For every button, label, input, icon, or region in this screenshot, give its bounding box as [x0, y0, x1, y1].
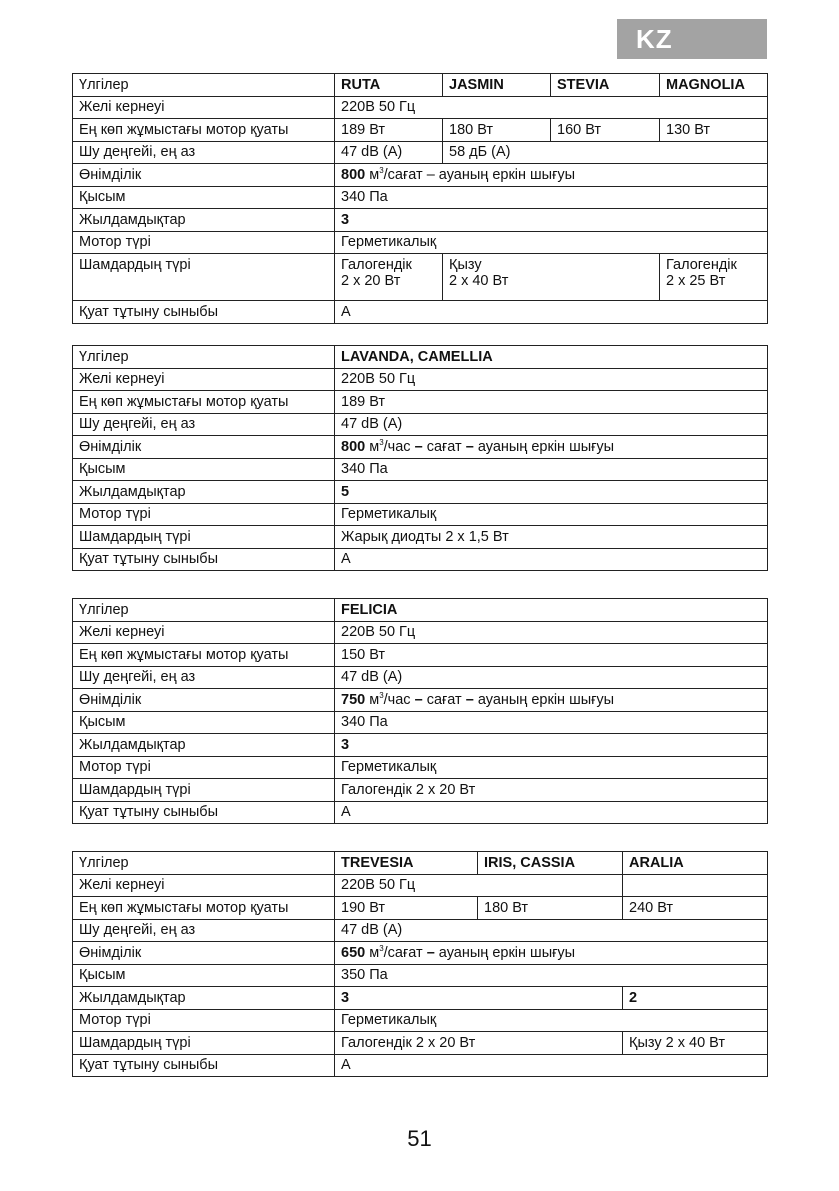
- motor-type-value: Герметикалық: [335, 756, 768, 779]
- performance-unit: м: [369, 944, 380, 961]
- row-label-performance: Өнімділік: [73, 942, 335, 965]
- energy-class-value: A: [335, 548, 768, 571]
- row-label-noise: Шу деңгейі, ең аз: [73, 666, 335, 689]
- row-label-motor-type: Мотор түрі: [73, 1009, 335, 1032]
- lamp-value: Галогендік 2 х 20 Вт: [335, 779, 768, 802]
- lamp-rating: 2 х 20 Вт: [341, 273, 401, 289]
- table-row: [73, 481, 768, 504]
- row-label-models: Үлгілер: [73, 74, 335, 97]
- performance-dash: –: [414, 691, 423, 708]
- row-label-energy-class: Қуат тұтыну сыныбы: [73, 548, 335, 571]
- performance-value: [335, 436, 768, 459]
- lamp-rating: 2 х 40 Вт: [449, 273, 509, 289]
- table-row: [73, 141, 768, 164]
- performance-value: [335, 689, 768, 712]
- performance-rate: /час: [383, 691, 415, 708]
- table-row: [73, 186, 768, 209]
- speeds-value: 3: [335, 734, 768, 757]
- lamp-kind: Галогендік: [666, 257, 737, 273]
- performance-unit-exponent: 3: [379, 943, 384, 953]
- power-value: 180 Вт: [478, 897, 623, 920]
- table-row: [73, 852, 768, 875]
- table-row: [73, 711, 768, 734]
- performance-unit-exponent: 3: [379, 437, 384, 447]
- energy-class-value: A: [335, 1054, 768, 1077]
- table-row: [73, 209, 768, 232]
- speeds-value: 2: [623, 987, 768, 1010]
- row-label-voltage: Желі кернеуі: [73, 368, 335, 391]
- table-row: [73, 666, 768, 689]
- lamp-kind: Галогендік: [341, 257, 412, 273]
- performance-unit: м: [369, 438, 380, 455]
- row-label-speeds: Жылдамдықтар: [73, 209, 335, 232]
- motor-type-value: Герметикалық: [335, 1009, 768, 1032]
- empty-cell: [623, 874, 768, 897]
- performance-number: 800: [341, 166, 366, 183]
- energy-class-value: A: [335, 301, 768, 324]
- pressure-value: 350 Па: [335, 964, 768, 987]
- table-row: [73, 254, 768, 301]
- row-label-speeds: Жылдамдықтар: [73, 734, 335, 757]
- motor-type-value: Герметикалық: [335, 231, 768, 254]
- table-row: [73, 621, 768, 644]
- row-label-performance: Өнімділік: [73, 436, 335, 459]
- noise-value: 47 dB (A): [335, 413, 768, 436]
- row-label-noise: Шу деңгейі, ең аз: [73, 919, 335, 942]
- performance-number: 750: [341, 691, 366, 708]
- table-row: [73, 1054, 768, 1077]
- lamp-value: [443, 254, 660, 301]
- pressure-value: 340 Па: [335, 186, 768, 209]
- speeds-value: 5: [335, 481, 768, 504]
- performance-description: ауаның еркін шығуы: [473, 691, 615, 708]
- table-row: [73, 368, 768, 391]
- lamp-value: Галогендік 2 х 20 Вт: [335, 1032, 623, 1055]
- spec-table-lavanda-camellia: [72, 345, 768, 571]
- performance-description: ауаның еркін шығуы: [473, 438, 615, 455]
- power-value: 130 Вт: [660, 119, 768, 142]
- table-row: [73, 599, 768, 622]
- row-label-performance: Өнімділік: [73, 164, 335, 187]
- motor-type-value: Герметикалық: [335, 503, 768, 526]
- performance-rate: /час: [383, 438, 415, 455]
- lamp-value: Жарық диодты 2 х 1,5 Вт: [335, 526, 768, 549]
- performance-dash: –: [465, 438, 474, 455]
- table-row: [73, 964, 768, 987]
- performance-rate: сағат: [422, 438, 466, 455]
- row-label-models: Үлгілер: [73, 599, 335, 622]
- table-row: [73, 644, 768, 667]
- performance-number: 800: [341, 438, 366, 455]
- table-row: [73, 119, 768, 142]
- row-label-pressure: Қысым: [73, 964, 335, 987]
- table-row: [73, 919, 768, 942]
- power-value: 240 Вт: [623, 897, 768, 920]
- performance-value: [335, 164, 768, 187]
- row-label-max-power: Ең көп жұмыстағы мотор қуаты: [73, 391, 335, 414]
- table-row: [73, 503, 768, 526]
- row-label-lamp-type: Шамдардың түрі: [73, 254, 335, 301]
- performance-number: 650: [341, 944, 366, 961]
- energy-class-value: A: [335, 801, 768, 824]
- table-row: [73, 231, 768, 254]
- voltage-value: 220В 50 Гц: [335, 874, 623, 897]
- table-row: [73, 801, 768, 824]
- model-magnolia: MAGNOLIA: [660, 74, 768, 97]
- performance-unit-exponent: 3: [379, 165, 384, 175]
- pressure-value: 340 Па: [335, 458, 768, 481]
- row-label-speeds: Жылдамдықтар: [73, 987, 335, 1010]
- table-row: [73, 734, 768, 757]
- lamp-value: Қызу 2 х 40 Вт: [623, 1032, 768, 1055]
- table-row: [73, 548, 768, 571]
- row-label-noise: Шу деңгейі, ең аз: [73, 141, 335, 164]
- table-row: [73, 756, 768, 779]
- row-label-energy-class: Қуат тұтыну сыныбы: [73, 1054, 335, 1077]
- performance-description: ауаның еркін шығуы: [434, 944, 576, 961]
- table-row: [73, 689, 768, 712]
- lamp-rating: 2 х 25 Вт: [666, 273, 726, 289]
- performance-value: [335, 942, 768, 965]
- row-label-max-power: Ең көп жұмыстағы мотор қуаты: [73, 119, 335, 142]
- table-row: [73, 942, 768, 965]
- performance-description: /сағат – ауаның еркін шығуы: [383, 166, 576, 183]
- spec-table-trevesia-iris-cassia-aralia: [72, 851, 768, 1077]
- row-label-voltage: Желі кернеуі: [73, 874, 335, 897]
- model-aralia: ARALIA: [623, 852, 768, 875]
- model-name: LAVANDA, CAMELLIA: [335, 346, 768, 369]
- noise-value: 47 dB (A): [335, 666, 768, 689]
- row-label-lamp-type: Шамдардың түрі: [73, 779, 335, 802]
- model-jasmin: JASMIN: [443, 74, 551, 97]
- row-label-lamp-type: Шамдардың түрі: [73, 1032, 335, 1055]
- power-value: 180 Вт: [443, 119, 551, 142]
- row-label-voltage: Желі кернеуі: [73, 96, 335, 119]
- power-value: 189 Вт: [335, 391, 768, 414]
- row-label-voltage: Желі кернеуі: [73, 621, 335, 644]
- lamp-kind: Қызу: [449, 257, 482, 273]
- row-label-motor-type: Мотор түрі: [73, 231, 335, 254]
- model-ruta: RUTA: [335, 74, 443, 97]
- model-trevesia: TREVESIA: [335, 852, 478, 875]
- table-row: [73, 346, 768, 369]
- table-row: [73, 436, 768, 459]
- table-row: [73, 413, 768, 436]
- row-label-pressure: Қысым: [73, 711, 335, 734]
- table-row: [73, 164, 768, 187]
- row-label-speeds: Жылдамдықтар: [73, 481, 335, 504]
- row-label-motor-type: Мотор түрі: [73, 756, 335, 779]
- table-row: [73, 458, 768, 481]
- table-row: [73, 897, 768, 920]
- lamp-value: [335, 254, 443, 301]
- row-label-energy-class: Қуат тұтыну сыныбы: [73, 301, 335, 324]
- row-label-pressure: Қысым: [73, 186, 335, 209]
- model-iris-cassia: IRIS, CASSIA: [478, 852, 623, 875]
- row-label-max-power: Ең көп жұмыстағы мотор қуаты: [73, 897, 335, 920]
- table-row: [73, 874, 768, 897]
- table-row: [73, 301, 768, 324]
- performance-unit-exponent: 3: [379, 690, 384, 700]
- power-value: 160 Вт: [551, 119, 660, 142]
- power-value: 150 Вт: [335, 644, 768, 667]
- row-label-max-power: Ең көп жұмыстағы мотор қуаты: [73, 644, 335, 667]
- page-number: 51: [407, 1126, 432, 1151]
- performance-dash: –: [414, 438, 423, 455]
- lamp-value: [660, 254, 768, 301]
- speeds-value: 3: [335, 987, 623, 1010]
- spec-table-felicia: [72, 598, 768, 824]
- performance-rate: /сағат: [383, 944, 427, 961]
- row-label-performance: Өнімділік: [73, 689, 335, 712]
- table-row: [73, 1009, 768, 1032]
- power-value: 189 Вт: [335, 119, 443, 142]
- row-label-models: Үлгілер: [73, 852, 335, 875]
- power-value: 190 Вт: [335, 897, 478, 920]
- table-row: [73, 779, 768, 802]
- voltage-value: 220В 50 Гц: [335, 96, 768, 119]
- table-row: [73, 526, 768, 549]
- voltage-value: 220В 50 Гц: [335, 368, 768, 391]
- model-stevia: STEVIA: [551, 74, 660, 97]
- row-label-models: Үлгілер: [73, 346, 335, 369]
- noise-value: 47 dB (A): [335, 141, 443, 164]
- performance-unit: м: [369, 166, 380, 183]
- row-label-energy-class: Қуат тұтыну сыныбы: [73, 801, 335, 824]
- speeds-value: 3: [335, 209, 768, 232]
- model-name: FELICIA: [335, 599, 768, 622]
- performance-unit: м: [369, 691, 380, 708]
- voltage-value: 220В 50 Гц: [335, 621, 768, 644]
- performance-dash: –: [426, 944, 435, 961]
- table-row: [73, 74, 768, 97]
- spec-table-ruta-jasmin-stevia-magnolia: [72, 73, 768, 324]
- noise-value: 47 dB (A): [335, 919, 768, 942]
- language-badge: KZ: [617, 19, 767, 59]
- pressure-value: 340 Па: [335, 711, 768, 734]
- table-row: [73, 96, 768, 119]
- row-label-lamp-type: Шамдардың түрі: [73, 526, 335, 549]
- row-label-pressure: Қысым: [73, 458, 335, 481]
- row-label-motor-type: Мотор түрі: [73, 503, 335, 526]
- table-row: [73, 1032, 768, 1055]
- table-row: [73, 987, 768, 1010]
- noise-value: 58 дБ (А): [443, 141, 768, 164]
- table-row: [73, 391, 768, 414]
- performance-dash: –: [465, 691, 474, 708]
- performance-rate: сағат: [422, 691, 466, 708]
- row-label-noise: Шу деңгейі, ең аз: [73, 413, 335, 436]
